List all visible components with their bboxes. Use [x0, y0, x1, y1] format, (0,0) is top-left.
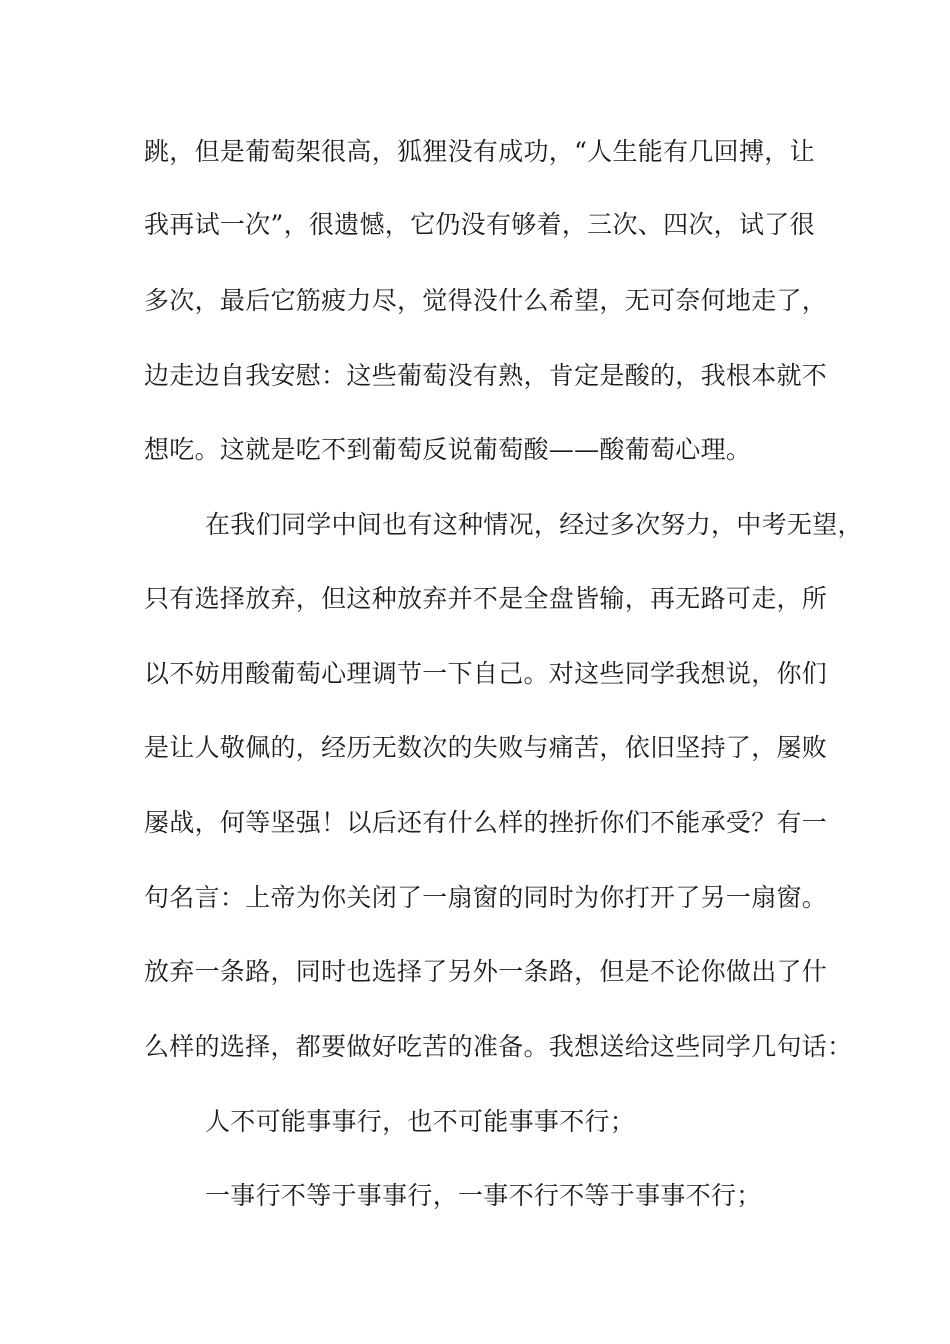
text-line: 句名言：上帝为你关闭了一扇窗的同时为你打开了另一扇窗。	[144, 883, 828, 912]
text-line: 边走边自我安慰：这些葡萄没有熟，肯定是酸的，我根本就不	[144, 361, 828, 390]
text-line: 放弃一条路，同时也选择了另外一条路，但是不论你做出了什	[144, 957, 828, 986]
paragraph-start-line: 在我们同学中间也有这种情况，经过多次努力，中考无望，	[205, 510, 863, 539]
text-line: 么样的选择，都要做好吃苦的准备。我想送给这些同学几句话：	[144, 1032, 853, 1061]
quote-line: 一事行不等于事事行，一事不行不等于事事不行；	[205, 1181, 762, 1210]
text-line: 想吃。这就是吃不到葡萄反说葡萄酸——酸葡萄心理。	[144, 435, 752, 464]
text-line: 屡战，何等坚强！以后还有什么样的挫折你们不能承受？有一	[144, 808, 828, 837]
text-line: 我再试一次”，很遗憾，它仍没有够着，三次、四次，试了很	[144, 210, 815, 239]
text-line: 多次，最后它筋疲力尽，觉得没什么希望，无可奈何地走了，	[144, 286, 828, 315]
text-line: 跳，但是葡萄架很高，狐狸没有成功，“人生能有几回搏，让	[144, 137, 815, 166]
quote-line: 人不可能事事行，也不可能事事不行；	[205, 1107, 636, 1136]
text-line: 是让人敬佩的，经历无数次的失败与痛苦，依旧坚持了，屡败	[144, 733, 828, 762]
text-line: 只有选择放弃，但这种放弃并不是全盘皆输，再无路可走，所	[144, 584, 828, 613]
text-line: 以不妨用酸葡萄心理调节一下自己。对这些同学我想说，你们	[144, 659, 828, 688]
